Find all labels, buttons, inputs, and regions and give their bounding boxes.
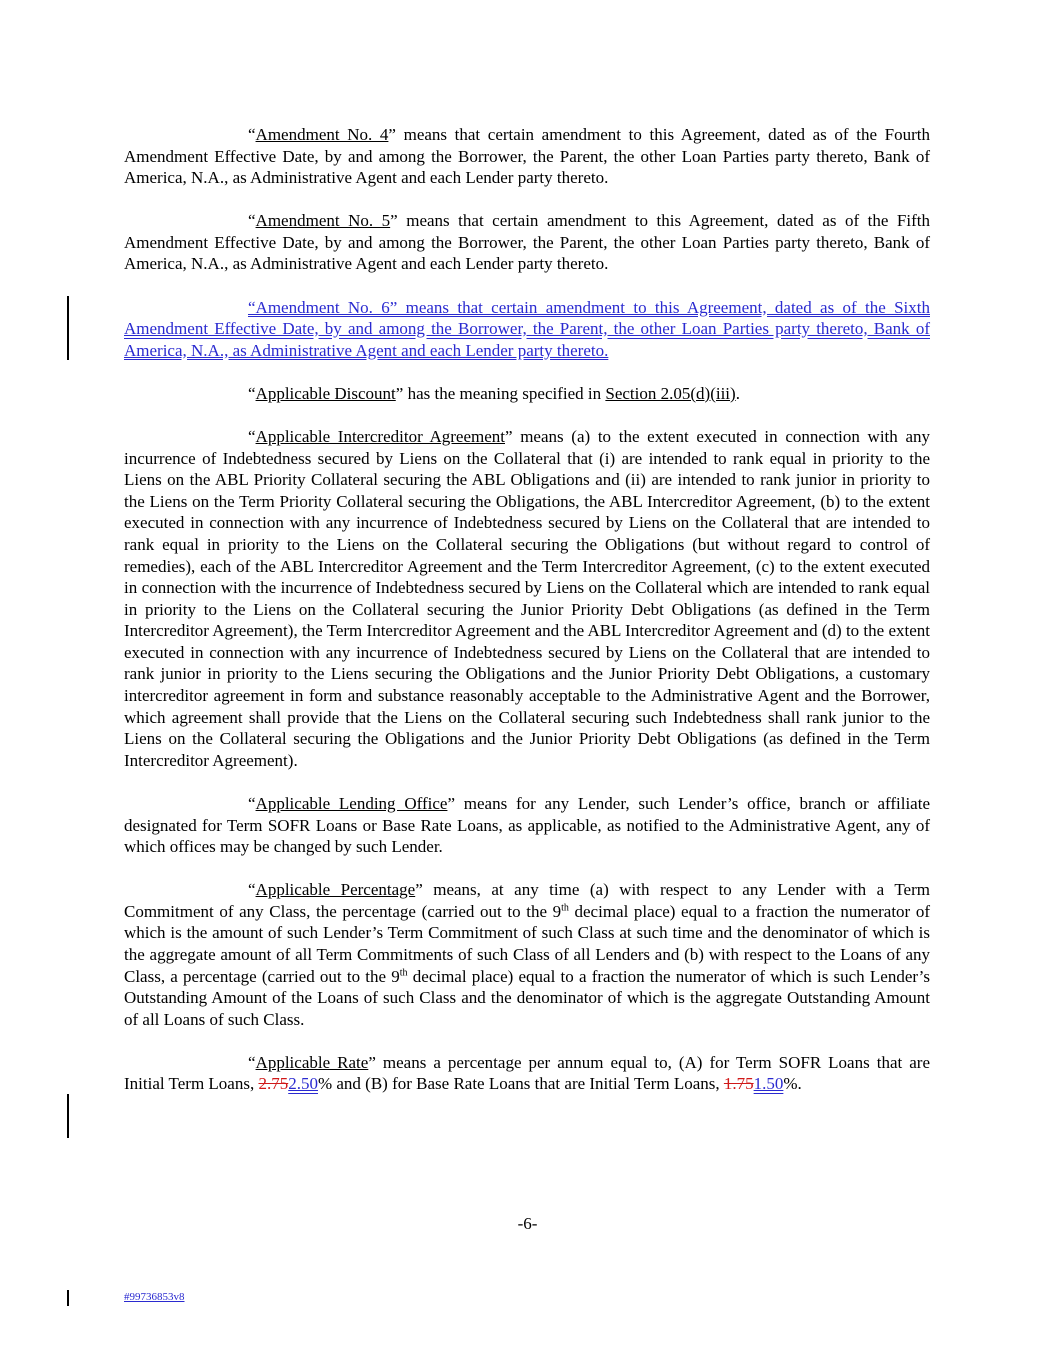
definition-amendment-5: “Amendment No. 5” means that certain amendment to this Agreement, dated as of the Fifth Amendment Effective Date, by and among the Borrower, the Parent, the other Loan Parties party thereto, Bank of America, N.A., as Administrative Agent and each Lender party thereto. bbox=[124, 211, 930, 274]
defined-term: Applicable Intercreditor Agreement bbox=[255, 426, 505, 446]
inserted-rate-sofr: 2.50 bbox=[288, 1074, 318, 1094]
definition-applicable-discount: “Applicable Discount” has the meaning specified in Section 2.05(d)(iii). bbox=[248, 383, 740, 403]
definition-amendment-6-inserted bbox=[124, 297, 930, 362]
defined-term: Amendment No. 5 bbox=[255, 211, 391, 231]
definition-text: means that certain amendment to this Agreement, dated as of the Fourth Amendment Effective Date, by and among the Borrower, the Parent, the other Loan Parties party thereto, Bank of America, N.A., as Administrative Agent and each Lender party thereto. bbox=[124, 125, 930, 188]
definition-applicable-rate: “Applicable Rate” means a percentage per annum equal to, (A) for Term SOFR Loans that are Initial Term Loans, 2.752.50% and (B) for Base Rate Loans that are Initial Term Loans, 1.751.50%. bbox=[124, 1052, 930, 1094]
definition-text: means for any Lender, such Lender’s office, branch or affiliate designated for Term SOFR Loans or Base Rate Loans, as applicable, as notified to the Administrative Agent, any of which offices may be changed by such Lender. bbox=[124, 793, 930, 857]
document-body bbox=[124, 124, 930, 1095]
definition-amendment-4: “Amendment No. 4” means that certain amendment to this Agreement, dated as of the Fourth Amendment Effective Date, by and among the Borrower, the Parent, the other Loan Parties party thereto, Bank of America, N.A., as Administrative Agent and each Lender party thereto. bbox=[124, 125, 930, 188]
definition-applicable-intercreditor-agreement: “Applicable Intercreditor Agreement” means (a) to the extent executed in connection with any incurrence of Indebtedness secured by Liens on the Collateral that (i) are intended to rank equal in priority to the Liens on the ABL Priority Collateral securing the ABL Obligations and (ii) are intended to rank junior in priority to the Liens on the Term Priority Collateral securing the Obligations, the ABL Intercreditor Agreement, (b) to the extent executed in connection with any incurrence of Indebtedness secured by Liens on the Collateral that are intended to rank equal in priority to the Liens on the Collateral securing the Obligations (but without regard to control of remedies), each of the ABL Intercreditor Agreement and the Term Intercreditor Agreement, (c) to the extent executed in connection with the incurrence of Indebtedness secured by Liens on the Collateral which are intended to rank equal in priority to the Liens on the Collateral securing the Junior Priority Debt Obligations (as defined in the Term Intercreditor Agreement), the Term Intercreditor Agreement and the ABL Intercreditor Agreement and (d) to the extent executed in connection with any incurrence of Indebtedness secured by Liens on the Collateral that are intended to rank junior in priority to the Liens securing the Obligations and the Junior Priority Debt Obligations, a customary intercreditor agreement in form and substance reasonably acceptable to the Administrative Agent and the Borrower, which agreement shall provide that the Liens on the Collateral securing such Indebtedness shall rank junior to the Liens on the Collateral securing the Obligations and the Junior Priority Debt Obligations (as defined in the Term Intercreditor Agreement). bbox=[124, 426, 930, 770]
document-id-link[interactable]: #99736853v8 bbox=[124, 1291, 185, 1303]
definition-applicable-lending-office: “Applicable Lending Office” means for any Lender, such Lender’s office, branch or affiliate designated for Term SOFR Loans or Base Rate Loans, as applicable, as notified to the Administrative Agent, any of which offices may be changed by such Lender. bbox=[124, 793, 930, 857]
definition-text: means (a) to the extent executed in connection with any incurrence of Indebtedness secured by Liens on the Collateral that (i) are intended to rank equal in priority to the Liens on the ABL Priority Collateral securing the ABL Obligations and (ii) are intended to rank junior in priority to the Liens on the Term Priority Collateral securing the Obligations, the ABL Intercreditor Agreement, (b) to the extent executed in connection with any incurrence of Indebtedness secured by Liens on the Collateral that are intended to rank equal in priority to the Liens on the Collateral securing the Obligations (but without regard to control of remedies), each of the ABL Intercreditor Agreement and the Term Intercreditor Agreement, (c) to the extent executed in connection with the incurrence of Indebtedness secured by Liens on the Collateral which are intended to rank equal in priority to the Liens on the Collateral securing the Junior Priority Debt Obligations (as defined in the Term Intercreditor Agreement), the Term Intercreditor Agreement and the ABL Intercreditor Agreement and (d) to the extent executed in connection with any incurrence of Indebtedness secured by Liens on the Collateral that are intended to rank junior in priority to the Liens securing the Obligations and the Junior Priority Debt Obligations, a customary intercreditor agreement in form and substance reasonably acceptable to the Administrative Agent and the Borrower, which agreement shall provide that the Liens on the Collateral securing such Indebtedness shall rank junior to the Liens on the Collateral securing the Obligations and the Junior Priority Debt Obligations (as defined in the Term Intercreditor Agreement). bbox=[124, 426, 930, 770]
inserted-rate-base: 1.50 bbox=[753, 1074, 784, 1094]
defined-term: Applicable Discount bbox=[255, 383, 396, 403]
page-number: -6- bbox=[517, 1214, 538, 1233]
inserted-text: “Amendment No. 6” means that certain amendment to this Agreement, dated as of the Sixth Amendment Effective Date, by and among the Borrower, the Parent, the other Loan Parties party thereto, Bank of America, N.A., as Administrative Agent and each Lender party thereto. bbox=[124, 297, 930, 360]
defined-term: Applicable Rate bbox=[255, 1052, 369, 1072]
defined-term: Applicable Percentage bbox=[255, 880, 416, 900]
change-bar-amendment6 bbox=[67, 296, 69, 360]
change-bar-footer bbox=[67, 1290, 69, 1306]
change-bar-applicable-rate bbox=[67, 1094, 69, 1138]
definition-applicable-percentage: “Applicable Percentage” means, at any time (a) with respect to any Lender with a Term Commitment of any Class, the percentage (carried out to the 9th decimal place) equal to a fraction the numerator of which is the amount of such Lender’s Term Commitment of such Class at such time and the denominator of which is the aggregate amount of all Term Commitments of such Class of all Lenders and (b) with respect to the Loans of any Class, a percentage (carried out to the 9th decimal place) equal to a fraction the numerator of which is such Lender’s Outstanding Amount of the Loans of such Class and the denominator of which is the aggregate Outstanding Amount of all Loans of such Class. bbox=[124, 880, 930, 1029]
deleted-rate-sofr: 2.75 bbox=[258, 1074, 289, 1094]
defined-term: Amendment No. 4 bbox=[255, 125, 389, 144]
definition-text: means that certain amendment to this Agreement, dated as of the Fifth Amendment Effective Date, by and among the Borrower, the Parent, the other Loan Parties party thereto, Bank of America, N.A., as Administrative Agent and each Lender party thereto. bbox=[124, 211, 930, 274]
deleted-rate-base: 1.75 bbox=[723, 1074, 754, 1094]
defined-term: Applicable Lending Office bbox=[255, 793, 448, 813]
section-reference: Section 2.05(d)(iii) bbox=[605, 383, 736, 403]
